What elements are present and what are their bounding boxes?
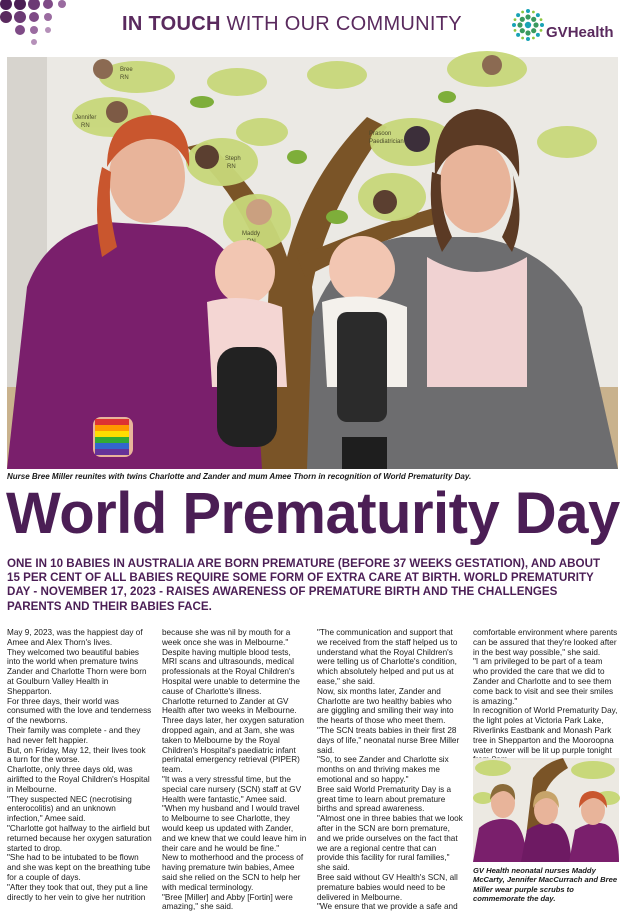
- article-column-3: [317, 628, 465, 912]
- leaf-label-maddy: Maddy: [242, 231, 261, 237]
- section-title-strong: IN TOUCH: [122, 13, 221, 35]
- paragraph: For three days, their world was consumed with the love and tenderness of the newborns.: [7, 696, 152, 726]
- paragraph: "They suspected NEC (necrotising enterocolitis) and an unknown infection," Amee said.: [7, 794, 132, 824]
- section-title-rest: WITH OUR COMMUNITY: [220, 13, 462, 35]
- paragraph: "We ensure that we provide a safe and: [317, 902, 458, 912]
- gv-health-logo: [510, 5, 622, 45]
- paragraph: "Almost one in three babies that we look after in the SCN are born premature, and we pride ourselves on the fact that we are a regional centre that can provide this facility for rural families," she said.: [317, 814, 463, 873]
- leaf-label-prasoon: Prasoon: [369, 131, 392, 137]
- paragraph: because she was nil by mouth for a week once she was in Melbourne.": [162, 628, 291, 647]
- paragraph: Despite having multiple blood tests, MRI scans and ultrasounds, medical professionals at the Royal Children's Hospital were unable to determine the cause of Charlotte's illness.: [162, 647, 300, 696]
- leaf-label-jennifer: Jennifer: [75, 115, 97, 121]
- paragraph: New to motherhood and the process of having premature twin babies, Amee said she relied on the SCN to help her with medical terminology.: [162, 853, 304, 892]
- nurses-photo-caption: GV Health neonatal nurses Maddy McCarty, Jennifer MacCurrach and Bree Miller wear purple scrubs to commemorate the day.: [473, 866, 618, 904]
- paragraph: Charlotte returned to Zander at GV Health after two weeks in Melbourne.: [162, 696, 297, 716]
- paragraph: "Bree [Miller] and Abby [Fortin] were amazing," she said.: [162, 892, 293, 912]
- paragraph: "So, to see Zander and Charlotte six months on and thriving makes me emotional and so happy.": [317, 755, 449, 784]
- leaf-role-bree: RN: [120, 75, 129, 81]
- paragraph: comfortable environment where parents can be assured that they're looked after in the best way possible," she said.: [473, 628, 618, 657]
- paragraph: "After they took that out, they put a line directly to her vein to give her nutrition: [7, 882, 148, 902]
- decorative-dots-graphic: [0, 0, 90, 50]
- main-photo-illustration: [7, 57, 618, 469]
- leaf-role-jennifer: RN: [81, 123, 90, 129]
- leaf-label-steph: Steph: [225, 156, 241, 162]
- article-standfirst: ONE IN 10 BABIES IN AUSTRALIA ARE BORN PREMATURE (BEFORE 37 WEEKS GESTATION), AND ABOUT 15 PER CENT OF ALL BABIES REQUIRE SOME FORM OF EXTRA CARE AT BIRTH. WORLD PREMATURITY DAY - NOVEMBER 17, 2023 - RAISES AWARENESS OF PREMATURE BIRTH AND THE CHALLENGES PARENTS AND THEIR BABIES FACE.: [7, 557, 601, 613]
- paragraph: Charlotte, only three days old, was airlifted to the Royal Children's Hospital in Melbourne.: [7, 765, 150, 794]
- section-title: [122, 13, 462, 36]
- article-column-4: [473, 628, 619, 765]
- paragraph: May 9, 2023, was the happiest day of Amee and Alex Thorn's lives.: [7, 628, 143, 647]
- page-header: [0, 0, 625, 52]
- photo-caption: Nurse Bree Miller reunites with twins Charlotte and Zander and mum Amee Thorn in recognition of World Prematurity Day.: [7, 472, 472, 481]
- paragraph: Now, six months later, Zander and Charlotte are two healthy babies who are giggling and smiling their way into the hearts of those who meet them.: [317, 686, 454, 726]
- paragraph: "I am privileged to be part of a team who provided the care that we did to Zander and Charlotte and to see them come back to visit and see their smiles is amazing.": [473, 657, 614, 706]
- logo-flower-icon: [510, 7, 546, 43]
- paragraph: They welcomed two beautiful babies into the world when premature twins Zander and Charlotte Thorn were born at Goulburn Valley Health in Shepparton.: [7, 647, 147, 696]
- paragraph: "Charlotte got halfway to the airfield but returned because her oxygen saturation started to drop.: [7, 823, 152, 853]
- leaf-role-steph: RN: [227, 164, 236, 170]
- article-headline: World Prematurity Day: [6, 481, 620, 546]
- paragraph: But, on Friday, May 12, their lives took a turn for the worse.: [7, 745, 146, 765]
- leaf-label-bree: Bree: [120, 67, 133, 73]
- paragraph: Their family was complete - and they had never felt happier.: [7, 725, 141, 745]
- paragraph: In recognition of World Prematurity Day, the light poles at Victoria Park Lake, Riverlinks Eastbank and Monash Park tree in Shepparton and the Mooroopna water tower will be lit up purple tonight: [473, 706, 618, 755]
- paragraph: "When my husband and I would travel to Melbourne to see Charlotte, they would keep us updated with Zander, and we knew that we could leave him in their care and he would be fine.": [162, 804, 307, 853]
- logo-gv: GV: [546, 24, 568, 41]
- paragraph: Three days later, her oxygen saturation dropped again, and at 3am, she was taken to Melbourne by the Royal Children's Hospital's paediatric infant perinatal emergency retrieval (PIPER) team.: [162, 716, 304, 775]
- article-column-1: [7, 628, 152, 902]
- leaf-role-prasoon: Paediatrician: [369, 139, 404, 145]
- paragraph: "She had to be intubated to be flown and she was kept on the breathing tube for a couple of days.: [7, 853, 151, 882]
- logo-health: Health: [567, 24, 614, 41]
- paragraph: Bree said without GV Health's SCN, all premature babies would need to be delivered in Melbourne.: [317, 872, 458, 902]
- nurses-photo: [473, 758, 619, 862]
- article-column-2: [162, 628, 307, 912]
- main-photo: [7, 57, 618, 469]
- paragraph: Bree said World Prematurity Day is a great time to learn about premature births and spread awareness.: [317, 784, 452, 814]
- nurses-photo-illustration: [473, 758, 619, 862]
- paragraph: "The communication and support that we received from the staff helped us to understand what the Royal Children's were telling us of Charlotte's condition, which absolutely helped and put us at ease," she said.: [317, 628, 458, 686]
- logo-wordmark: [546, 24, 614, 41]
- paragraph: "The SCN treats babies in their first 28 days of life," neonatal nurse Bree Miller said.: [317, 725, 460, 755]
- paragraph: "It was a very stressful time, but the special care nursery (SCN) staff at GV Health were fantastic," Amee said.: [162, 774, 302, 804]
